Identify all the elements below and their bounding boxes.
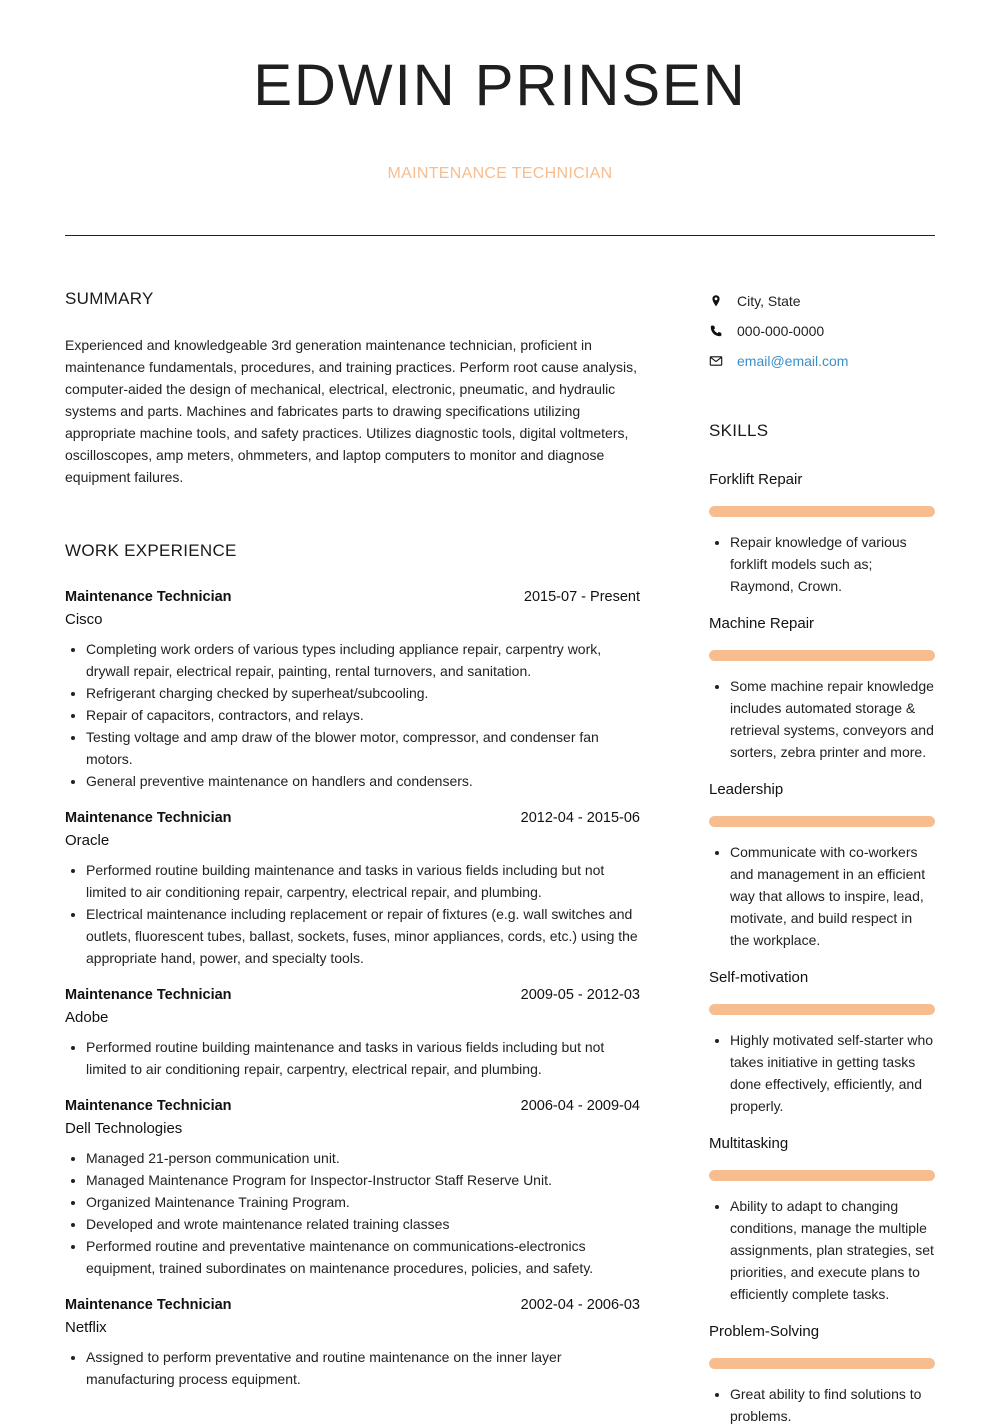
skill-entry xyxy=(709,469,935,597)
job-bullet: • Performed routine building maintenance and tasks in various fields including but not limited to air conditioning repair, carpentry, electrical repair, and plumbing. xyxy=(86,1036,640,1080)
skill-level-fill xyxy=(709,1004,935,1015)
skill-level-fill xyxy=(709,1358,935,1369)
work-experience-heading: WORK EXPERIENCE xyxy=(65,541,237,560)
phone-text: 000-000-0000 xyxy=(737,323,825,339)
skill-level-bar xyxy=(709,1004,935,1015)
job-header xyxy=(65,586,640,608)
skills-heading: SKILLS xyxy=(709,421,769,440)
skill-bullets xyxy=(709,675,935,763)
job-bullet: • Performed routine building maintenance and tasks in various fields including but not limited to air conditioning repair, carpentry, electrical repair, and plumbing. xyxy=(86,859,640,903)
job-bullet: • Electrical maintenance including replacement or repair of fixtures (e.g. wall switches and outlets, fluorescent tubes, ballast, sockets, fuses, minor appliances, cords, etc.) using the appropriate hand, power, and specialty tools. xyxy=(86,903,640,969)
job-bullet: • Managed Maintenance Program for Inspector-Instructor Staff Reserve Unit. xyxy=(86,1169,640,1191)
skill-name: Machine Repair xyxy=(709,615,815,632)
job-title: Maintenance Technician xyxy=(65,1297,232,1313)
job-bullet: • General preventive maintenance on handlers and condensers. xyxy=(86,770,640,792)
skill-level-fill xyxy=(709,506,935,517)
job-entry xyxy=(65,984,640,1080)
job-entry xyxy=(65,1095,640,1279)
skill-bullets xyxy=(709,841,935,951)
job-title: Maintenance Technician xyxy=(65,987,232,1003)
job-dates: 2012-04 - 2015-06 xyxy=(520,810,640,826)
job-bullets xyxy=(65,1147,640,1279)
skill-name: Leadership xyxy=(709,781,784,798)
job-header xyxy=(65,984,640,1006)
skill-entry xyxy=(709,779,935,951)
skill-name: Forklift Repair xyxy=(709,471,803,488)
skill-entry xyxy=(709,1133,935,1305)
job-dates: 2002-04 - 2006-03 xyxy=(520,1297,640,1313)
job-title: MAINTENANCE TECHNICIAN xyxy=(387,165,613,182)
job-entry xyxy=(65,586,640,792)
skill-bullet: • Communicate with co-workers and management in an efficient way that allows to inspire, lead, motivate, and build respect in the workplace. xyxy=(730,841,935,951)
job-header xyxy=(65,807,640,829)
job-dates: 2006-04 - 2009-04 xyxy=(520,1098,640,1114)
job-entry xyxy=(65,807,640,969)
skill-bullets xyxy=(709,1383,935,1427)
job-dates: 2009-05 - 2012-03 xyxy=(520,987,640,1003)
skill-level-bar xyxy=(709,650,935,661)
job-title: Maintenance Technician xyxy=(65,589,232,605)
job-bullet: • Testing voltage and amp draw of the blower motor, compressor, and condenser fan motors. xyxy=(86,726,640,770)
job-title: Maintenance Technician xyxy=(65,1098,232,1114)
envelope-icon xyxy=(709,354,723,368)
job-title: Maintenance Technician xyxy=(65,810,232,826)
job-company: Netflix xyxy=(65,1319,107,1336)
job-company: Cisco xyxy=(65,611,103,628)
skill-bullet: • Ability to adapt to changing conditions, manage the multiple assignments, plan strategies, set priorities, and execute plans to efficiently complete tasks. xyxy=(730,1195,935,1305)
job-header xyxy=(65,1294,640,1316)
job-header xyxy=(65,1095,640,1117)
skill-bullet: • Great ability to find solutions to problems. xyxy=(730,1383,935,1427)
skill-bullet: • Repair knowledge of various forklift models such as; Raymond, Crown. xyxy=(730,531,935,597)
job-bullet: • Repair of capacitors, contractors, and relays. xyxy=(86,704,640,726)
skill-bullet: • Highly motivated self-starter who takes initiative in getting tasks done effectively, efficiently, and properly. xyxy=(730,1029,935,1117)
job-bullet: • Performed routine and preventative maintenance on communications-electronics equipment, trained subordinates on maintenance procedures, policies, and safety. xyxy=(86,1235,640,1279)
skill-level-bar xyxy=(709,506,935,517)
header-divider xyxy=(65,235,935,236)
job-bullet: • Organized Maintenance Training Program. xyxy=(86,1191,640,1213)
main-column xyxy=(65,288,640,1390)
skill-level-fill xyxy=(709,816,935,827)
skill-bullet: • Some machine repair knowledge includes automated storage & retrieval systems, conveyors and sorters, zebra printer and more. xyxy=(730,675,935,763)
job-bullet: • Managed 21-person communication unit. xyxy=(86,1147,640,1169)
email-link[interactable]: email@email.com xyxy=(737,353,849,369)
job-entry xyxy=(65,1294,640,1390)
job-bullets xyxy=(65,1036,640,1080)
skill-entry xyxy=(709,967,935,1117)
contact-phone xyxy=(709,316,935,346)
skill-entry xyxy=(709,1321,935,1427)
job-list xyxy=(65,586,640,1390)
job-company: Adobe xyxy=(65,1009,109,1026)
job-bullet: • Refrigerant charging checked by superheat/subcooling. xyxy=(86,682,640,704)
skill-name: Self-motivation xyxy=(709,969,809,986)
skill-level-fill xyxy=(709,1170,935,1181)
skill-bullets xyxy=(709,1029,935,1117)
skill-bullets xyxy=(709,531,935,597)
skill-entry xyxy=(709,613,935,763)
skill-name: Problem-Solving xyxy=(709,1323,820,1340)
job-bullet: • Developed and wrote maintenance related training classes xyxy=(86,1213,640,1235)
summary-text: Experienced and knowledgeable 3rd generation maintenance technician, proficient in maintenance fundamentals, procedures, and training practices. Perform root cause analysis, computer-aided the design of mechanical, electrical, electronic, pneumatic, and hydraulic systems and parts. Machines and fabricates parts to drawing specifications utilizing appropriate machine tools, and safety practices. Utilizes diagnostic tools, digital voltmeters, oscilloscopes, amp meters, ohmmeters, and laptop computers to monitor and diagnose equipment failures. xyxy=(65,337,637,485)
skill-level-bar xyxy=(709,1170,935,1181)
contact-location xyxy=(709,286,935,316)
job-dates: 2015-07 - Present xyxy=(523,589,640,605)
job-bullet: • Assigned to perform preventative and routine maintenance on the inner layer manufacturing process equipment. xyxy=(86,1346,640,1390)
summary-heading: SUMMARY xyxy=(65,289,154,308)
map-pin-icon xyxy=(709,294,723,308)
skill-level-bar xyxy=(709,816,935,827)
job-bullets xyxy=(65,1346,640,1390)
skill-level-fill xyxy=(709,650,935,661)
phone-icon xyxy=(709,324,723,338)
sidebar xyxy=(709,286,935,1427)
skill-name: Multitasking xyxy=(709,1135,789,1152)
skill-level-bar xyxy=(709,1358,935,1369)
job-bullets xyxy=(65,638,640,792)
job-bullet: • Completing work orders of various types including appliance repair, carpentry work, drywall repair, electrical repair, painting, rental turnovers, and sanitation. xyxy=(86,638,640,682)
job-bullets xyxy=(65,859,640,969)
skill-list xyxy=(709,469,935,1427)
job-company: Oracle xyxy=(65,832,110,849)
candidate-name: EDWIN PRINSEN xyxy=(253,53,747,118)
contact-email xyxy=(709,346,935,376)
job-company: Dell Technologies xyxy=(65,1120,183,1137)
location-text: City, State xyxy=(737,293,801,309)
skill-bullets xyxy=(709,1195,935,1305)
